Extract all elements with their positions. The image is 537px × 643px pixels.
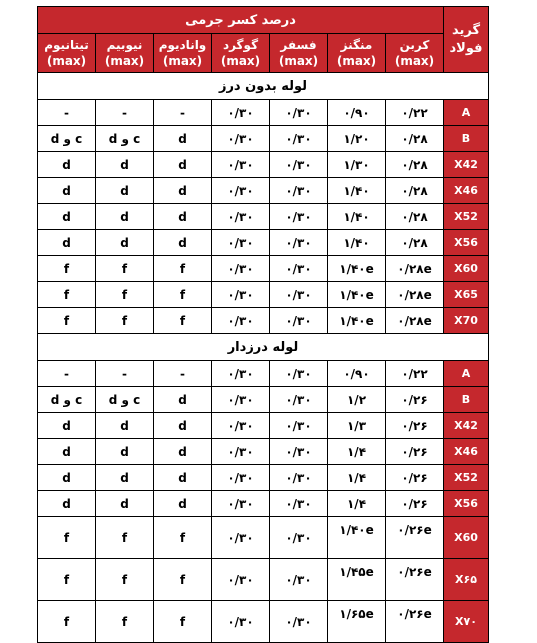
table-row	[38, 491, 489, 517]
value-cell: ۱/۴۰e	[328, 256, 386, 282]
grade-cell: X42	[444, 152, 489, 178]
value-cell: ۰/۳۰	[270, 413, 328, 439]
value-cell: d	[154, 178, 212, 204]
value-cell: ۰/۳۰	[212, 517, 270, 559]
value-cell: ۱/۴	[328, 439, 386, 465]
value-cell: ۱/۴	[328, 491, 386, 517]
value-cell: d	[96, 465, 154, 491]
value-cell: f	[96, 282, 154, 308]
value-cell: ۰/۹۰	[328, 361, 386, 387]
value-cell: ۰/۲۸	[386, 230, 444, 256]
value-cell: d	[96, 230, 154, 256]
value-cell: ۱/۴۰	[328, 230, 386, 256]
element-header-0	[386, 34, 444, 73]
value-cell: f	[96, 517, 154, 559]
value-cell: f	[96, 559, 154, 601]
value-cell: f	[96, 308, 154, 334]
value-cell: f	[154, 282, 212, 308]
element-name: گوگرد	[222, 38, 259, 52]
grade-cell: X46	[444, 178, 489, 204]
chemical-composition-table	[37, 6, 489, 643]
value-cell: ۱/۶۵e	[328, 601, 386, 643]
value-cell: ۰/۹۰	[328, 100, 386, 126]
value-cell: -	[154, 100, 212, 126]
value-cell: ۰/۲۶e	[386, 517, 444, 559]
value-cell: c و d	[38, 126, 96, 152]
element-unit: (max)	[394, 54, 435, 68]
value-cell: ۰/۳۰	[212, 282, 270, 308]
value-cell: d	[38, 465, 96, 491]
grade-cell: X60	[444, 256, 489, 282]
table-row	[38, 517, 489, 559]
element-name: فسفر	[280, 38, 317, 52]
grade-cell: B	[444, 126, 489, 152]
value-cell: ۰/۳۰	[270, 387, 328, 413]
value-cell: ۰/۳۰	[212, 361, 270, 387]
value-cell: ۰/۳۰	[212, 308, 270, 334]
value-cell: ۰/۳۰	[270, 308, 328, 334]
element-name: وانادیوم	[158, 38, 207, 52]
grade-cell: X56	[444, 491, 489, 517]
value-cell: ۰/۳۰	[270, 100, 328, 126]
value-cell: f	[38, 601, 96, 643]
table-row	[38, 204, 489, 230]
value-cell: ۰/۳۰	[270, 256, 328, 282]
value-cell: ۰/۳۰	[270, 491, 328, 517]
value-cell: ۰/۲۶	[386, 413, 444, 439]
value-cell: ۱/۳۰	[328, 152, 386, 178]
table-row	[38, 100, 489, 126]
table-row	[38, 126, 489, 152]
value-cell: ۱/۳	[328, 413, 386, 439]
value-cell: ۰/۳۰	[212, 439, 270, 465]
value-cell: ۰/۲۶e	[386, 601, 444, 643]
value-cell: ۱/۴۰e	[328, 517, 386, 559]
value-cell: ۰/۳۰	[270, 230, 328, 256]
value-cell: ۰/۳۰	[212, 491, 270, 517]
value-cell: ۰/۲۶	[386, 465, 444, 491]
value-cell: ۱/۴۰e	[328, 282, 386, 308]
value-cell: ۰/۲۶e	[386, 559, 444, 601]
value-cell: d	[154, 126, 212, 152]
value-cell: d	[154, 413, 212, 439]
value-cell: f	[154, 256, 212, 282]
value-cell: d	[38, 178, 96, 204]
value-cell: ۰/۲۸e	[386, 256, 444, 282]
table-row	[38, 230, 489, 256]
table-row	[38, 387, 489, 413]
value-cell: f	[38, 256, 96, 282]
grade-cell: X۷۰	[444, 601, 489, 643]
element-name: تیتانیوم	[44, 38, 89, 52]
table-row	[38, 465, 489, 491]
value-cell: ۰/۲۸	[386, 126, 444, 152]
table-row	[38, 256, 489, 282]
welded-section-row	[38, 334, 489, 361]
seamless-section-row	[38, 73, 489, 100]
value-cell: ۰/۳۰	[212, 413, 270, 439]
element-header-1	[328, 34, 386, 73]
grade-cell: X52	[444, 465, 489, 491]
value-cell: f	[154, 308, 212, 334]
value-cell: ۰/۳۰	[212, 601, 270, 643]
value-cell: ۰/۳۰	[270, 517, 328, 559]
grade-cell: A	[444, 361, 489, 387]
value-cell: d	[38, 491, 96, 517]
value-cell: ۰/۳۰	[212, 387, 270, 413]
value-cell: -	[38, 100, 96, 126]
element-name: کربن	[399, 38, 430, 52]
element-unit: (max)	[336, 54, 377, 68]
value-cell: f	[96, 601, 154, 643]
grade-cell: X56	[444, 230, 489, 256]
element-name: نیوبیم	[106, 38, 143, 52]
value-cell: ۰/۳۰	[212, 465, 270, 491]
element-header-2	[270, 34, 328, 73]
value-cell: f	[38, 308, 96, 334]
value-cell: d	[154, 230, 212, 256]
table-header	[38, 7, 489, 73]
value-cell: ۰/۲۸	[386, 178, 444, 204]
table-row	[38, 178, 489, 204]
value-cell: f	[38, 517, 96, 559]
element-unit: (max)	[104, 54, 145, 68]
value-cell: c و d	[96, 126, 154, 152]
value-cell: d	[96, 178, 154, 204]
table-row	[38, 601, 489, 643]
value-cell: ۰/۲۲	[386, 361, 444, 387]
element-unit: (max)	[278, 54, 319, 68]
value-cell: d	[96, 491, 154, 517]
value-cell: ۰/۳۰	[270, 282, 328, 308]
value-cell: d	[96, 413, 154, 439]
table-body	[38, 73, 489, 643]
grade-column-header	[444, 7, 489, 73]
element-header-3	[212, 34, 270, 73]
value-cell: d	[154, 439, 212, 465]
table-row	[38, 308, 489, 334]
value-cell: d	[38, 204, 96, 230]
value-cell: f	[154, 601, 212, 643]
value-cell: -	[96, 361, 154, 387]
value-cell: ۰/۲۶	[386, 439, 444, 465]
grade-cell: X42	[444, 413, 489, 439]
grade-cell: X۶۵	[444, 559, 489, 601]
value-cell: d	[154, 387, 212, 413]
grade-label-line2: فولاد	[449, 40, 483, 56]
element-header-5	[96, 34, 154, 73]
value-cell: -	[154, 361, 212, 387]
value-cell: d	[38, 413, 96, 439]
value-cell: d	[96, 152, 154, 178]
table-row	[38, 282, 489, 308]
value-cell: ۰/۳۰	[270, 439, 328, 465]
grade-cell: A	[444, 100, 489, 126]
value-cell: ۰/۳۰	[270, 204, 328, 230]
value-cell: f	[154, 559, 212, 601]
value-cell: d	[38, 230, 96, 256]
value-cell: ۱/۴۰e	[328, 308, 386, 334]
value-cell: d	[154, 152, 212, 178]
value-cell: ۰/۳۰	[270, 601, 328, 643]
value-cell: c و d	[96, 387, 154, 413]
table-row	[38, 413, 489, 439]
mass-percent-header: درصد کسر جرمی	[38, 7, 444, 34]
value-cell: f	[38, 559, 96, 601]
welded-section-title: لوله درزدار	[38, 334, 489, 361]
element-unit: (max)	[220, 54, 261, 68]
value-cell: ۰/۳۰	[212, 230, 270, 256]
value-cell: ۰/۳۰	[212, 204, 270, 230]
value-cell: -	[38, 361, 96, 387]
element-unit: (max)	[162, 54, 203, 68]
value-cell: ۰/۳۰	[270, 152, 328, 178]
grade-cell: B	[444, 387, 489, 413]
value-cell: ۰/۲۶	[386, 491, 444, 517]
value-cell: ۱/۲۰	[328, 126, 386, 152]
value-cell: -	[96, 100, 154, 126]
value-cell: f	[38, 282, 96, 308]
value-cell: ۱/۴	[328, 465, 386, 491]
value-cell: ۰/۳۰	[212, 152, 270, 178]
value-cell: c و d	[38, 387, 96, 413]
grade-cell: X70	[444, 308, 489, 334]
value-cell: d	[154, 491, 212, 517]
value-cell: d	[96, 439, 154, 465]
value-cell: ۰/۲۸e	[386, 282, 444, 308]
element-header-6	[38, 34, 96, 73]
value-cell: ۰/۳۰	[212, 178, 270, 204]
value-cell: ۰/۳۰	[270, 126, 328, 152]
value-cell: ۱/۴۵e	[328, 559, 386, 601]
table-row	[38, 559, 489, 601]
value-cell: ۰/۳۰	[212, 100, 270, 126]
seamless-section-title: لوله بدون درز	[38, 73, 489, 100]
value-cell: d	[38, 439, 96, 465]
value-cell: f	[154, 517, 212, 559]
value-cell: ۰/۳۰	[270, 178, 328, 204]
element-header-row	[38, 34, 489, 73]
table-row	[38, 152, 489, 178]
value-cell: d	[154, 204, 212, 230]
composition-table-wrapper	[37, 6, 489, 643]
element-header-4	[154, 34, 212, 73]
value-cell: ۰/۳۰	[270, 361, 328, 387]
value-cell: ۱/۲	[328, 387, 386, 413]
value-cell: d	[38, 152, 96, 178]
grade-cell: X46	[444, 439, 489, 465]
value-cell: ۰/۳۰	[212, 256, 270, 282]
value-cell: ۰/۲۸e	[386, 308, 444, 334]
value-cell: d	[154, 465, 212, 491]
value-cell: ۰/۳۰	[270, 465, 328, 491]
value-cell: ۱/۴۰	[328, 178, 386, 204]
value-cell: ۰/۳۰	[212, 559, 270, 601]
value-cell: d	[96, 204, 154, 230]
value-cell: f	[96, 256, 154, 282]
grade-cell: X65	[444, 282, 489, 308]
value-cell: ۰/۲۲	[386, 100, 444, 126]
grade-cell: X60	[444, 517, 489, 559]
table-row	[38, 439, 489, 465]
element-name: منگنز	[340, 38, 373, 52]
value-cell: ۱/۴۰	[328, 204, 386, 230]
grade-cell: X52	[444, 204, 489, 230]
value-cell: ۰/۳۰	[212, 126, 270, 152]
value-cell: ۰/۲۶	[386, 387, 444, 413]
value-cell: ۰/۲۸	[386, 204, 444, 230]
value-cell: ۰/۲۸	[386, 152, 444, 178]
element-unit: (max)	[46, 54, 87, 68]
table-row	[38, 361, 489, 387]
value-cell: ۰/۳۰	[270, 559, 328, 601]
grade-label-line1: گرید	[451, 22, 481, 38]
